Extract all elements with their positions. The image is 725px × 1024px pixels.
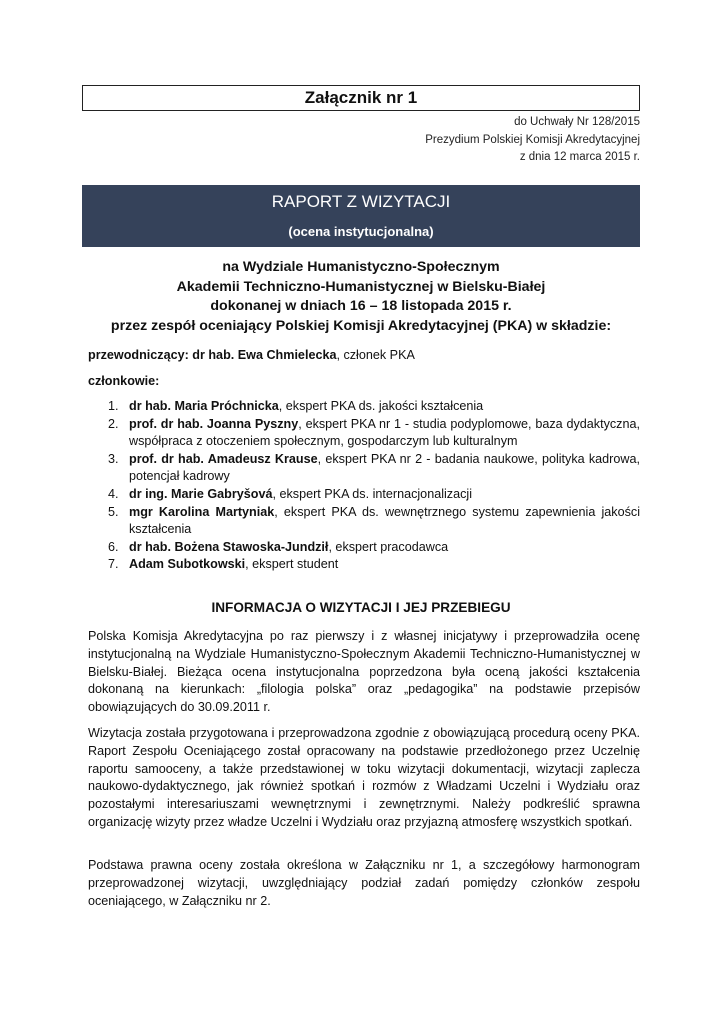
member-name: mgr Karolina Martyniak [129, 504, 275, 519]
resolution-line-1: do Uchwały Nr 128/2015 [514, 116, 640, 128]
member-role: , ekspert PKA ds. internacjonalizacji [272, 486, 472, 501]
heading-line-3: dokonanej w dniach 16 – 18 listopada 2015 r. [210, 298, 512, 315]
member-role: , ekspert PKA ds. jakości kształcenia [278, 399, 484, 413]
report-banner [82, 185, 640, 247]
member-item [88, 451, 640, 486]
heading-line-1: na Wydziale Humanistyczno-Społecznym [222, 259, 500, 275]
member-name: prof. dr hab. Amadeusz Krause [129, 451, 318, 466]
member-name: dr hab. Maria Próchnicka [129, 399, 279, 413]
section-heading: INFORMACJA O WIZYTACJI I JEJ PRZEBIEGU [211, 600, 511, 615]
member-number: 4. [108, 486, 119, 501]
paragraph-3: Podstawa prawna oceny została określona w Załączniku nr 1, a szczegółowy harmonogram przeprowadzonej wizytacji, uwzględniający podział zadań pomiędzy członków zespołu oceniającego, w Załączniku nr 2. [88, 858, 640, 908]
report-subtitle: (ocena instytucjonalna) [288, 224, 434, 239]
chairperson-role: , członek PKA [336, 348, 415, 362]
member-number: 2. [108, 416, 119, 431]
heading-line-4: przez zespół oceniający Polskiej Komisji Akredytacyjnej (PKA) w składzie: [110, 317, 612, 334]
member-item [88, 398, 640, 416]
members-label: członkowie: [88, 374, 160, 388]
resolution-line-3: z dnia 12 marca 2015 r. [519, 151, 640, 163]
report-heading [82, 258, 640, 336]
member-item [88, 556, 640, 574]
member-role: , ekspert PKA nr 2 - badania naukowe, polityka kadrowa, potencjał kadrowy [129, 451, 640, 484]
chairperson [88, 347, 415, 364]
member-item [88, 539, 640, 557]
member-name: prof. dr hab. Joanna Pyszny [129, 416, 299, 431]
heading-line-2: Akademii Techniczno-Humanistycznej w Bielsku-Białej [176, 278, 546, 295]
member-number: 1. [108, 399, 119, 413]
resolution-info [425, 114, 640, 167]
resolution-line-2: Prezydium Polskiej Komisji Akredytacyjnej [425, 133, 640, 146]
paragraph-1: Polska Komisja Akredytacyjna po raz pierwszy i z własnej inicjatywy i przeprowadziła ocenę instytucjonalną na Wydziale Humanistyczno-Społecznym Akademii Techniczno-Humanistycznej w Bielsku-Białej. Bieżąca ocena instytucjonalna poprzedzona była oceną jakości kształcenia dokonaną na kierunkach: „filologia polska” oraz „pedagogika” na podstawie przepisów obowiązujących do 30.09.2011 r. [88, 629, 640, 715]
member-number: 3. [108, 451, 119, 466]
members-list [88, 398, 640, 574]
member-number: 7. [108, 557, 119, 572]
member-name: dr hab. Bożena Stawoska-Jundził [129, 539, 329, 554]
member-role: , ekspert PKA ds. wewnętrznego systemu zapewnienia jakości kształcenia [129, 504, 640, 537]
report-title: RAPORT Z WIZYTACJI [271, 192, 451, 211]
member-item [88, 486, 640, 504]
annex-title: Załącznik nr 1 [82, 85, 640, 111]
member-number: 6. [108, 539, 119, 554]
member-role: , ekspert pracodawca [328, 539, 449, 554]
member-item [88, 416, 640, 451]
member-number: 5. [108, 504, 119, 519]
member-item [88, 504, 640, 539]
member-name: Adam Subotkowski [129, 557, 246, 572]
chairperson-label: przewodniczący: dr hab. Ewa Chmielecka [88, 348, 337, 362]
member-name: dr ing. Marie Gabryšová [129, 486, 273, 501]
paragraph-2: Wizytacja została przygotowana i przeprowadzona zgodnie z obowiązującą procedurą oceny PKA. Raport Zespołu Oceniającego został opracowany na podstawie przedłożonego przez Uczelnię raportu samooceny, a także przedstawionej w toku wizytacji dokumentacji, wizytacji zaplecza naukowo-dydaktycznego, jak również spotkań i rozmów z Władzami Uczelni i Wydziału oraz pozostałymi interesariuszami wewnętrznymi i zewnętrznymi. Należy podkreślić sprawna organizację wizyty przez władze Uczelni i Wydziału oraz przyjazną atmosferę wszystkich spotkań. [88, 726, 640, 829]
member-role: , ekspert PKA nr 1 - studia podyplomowe, baza dydaktyczna, współpraca z otoczeniem społecznym, gospodarczym lub kulturalnym [129, 416, 640, 449]
member-role: , ekspert student [245, 557, 339, 572]
